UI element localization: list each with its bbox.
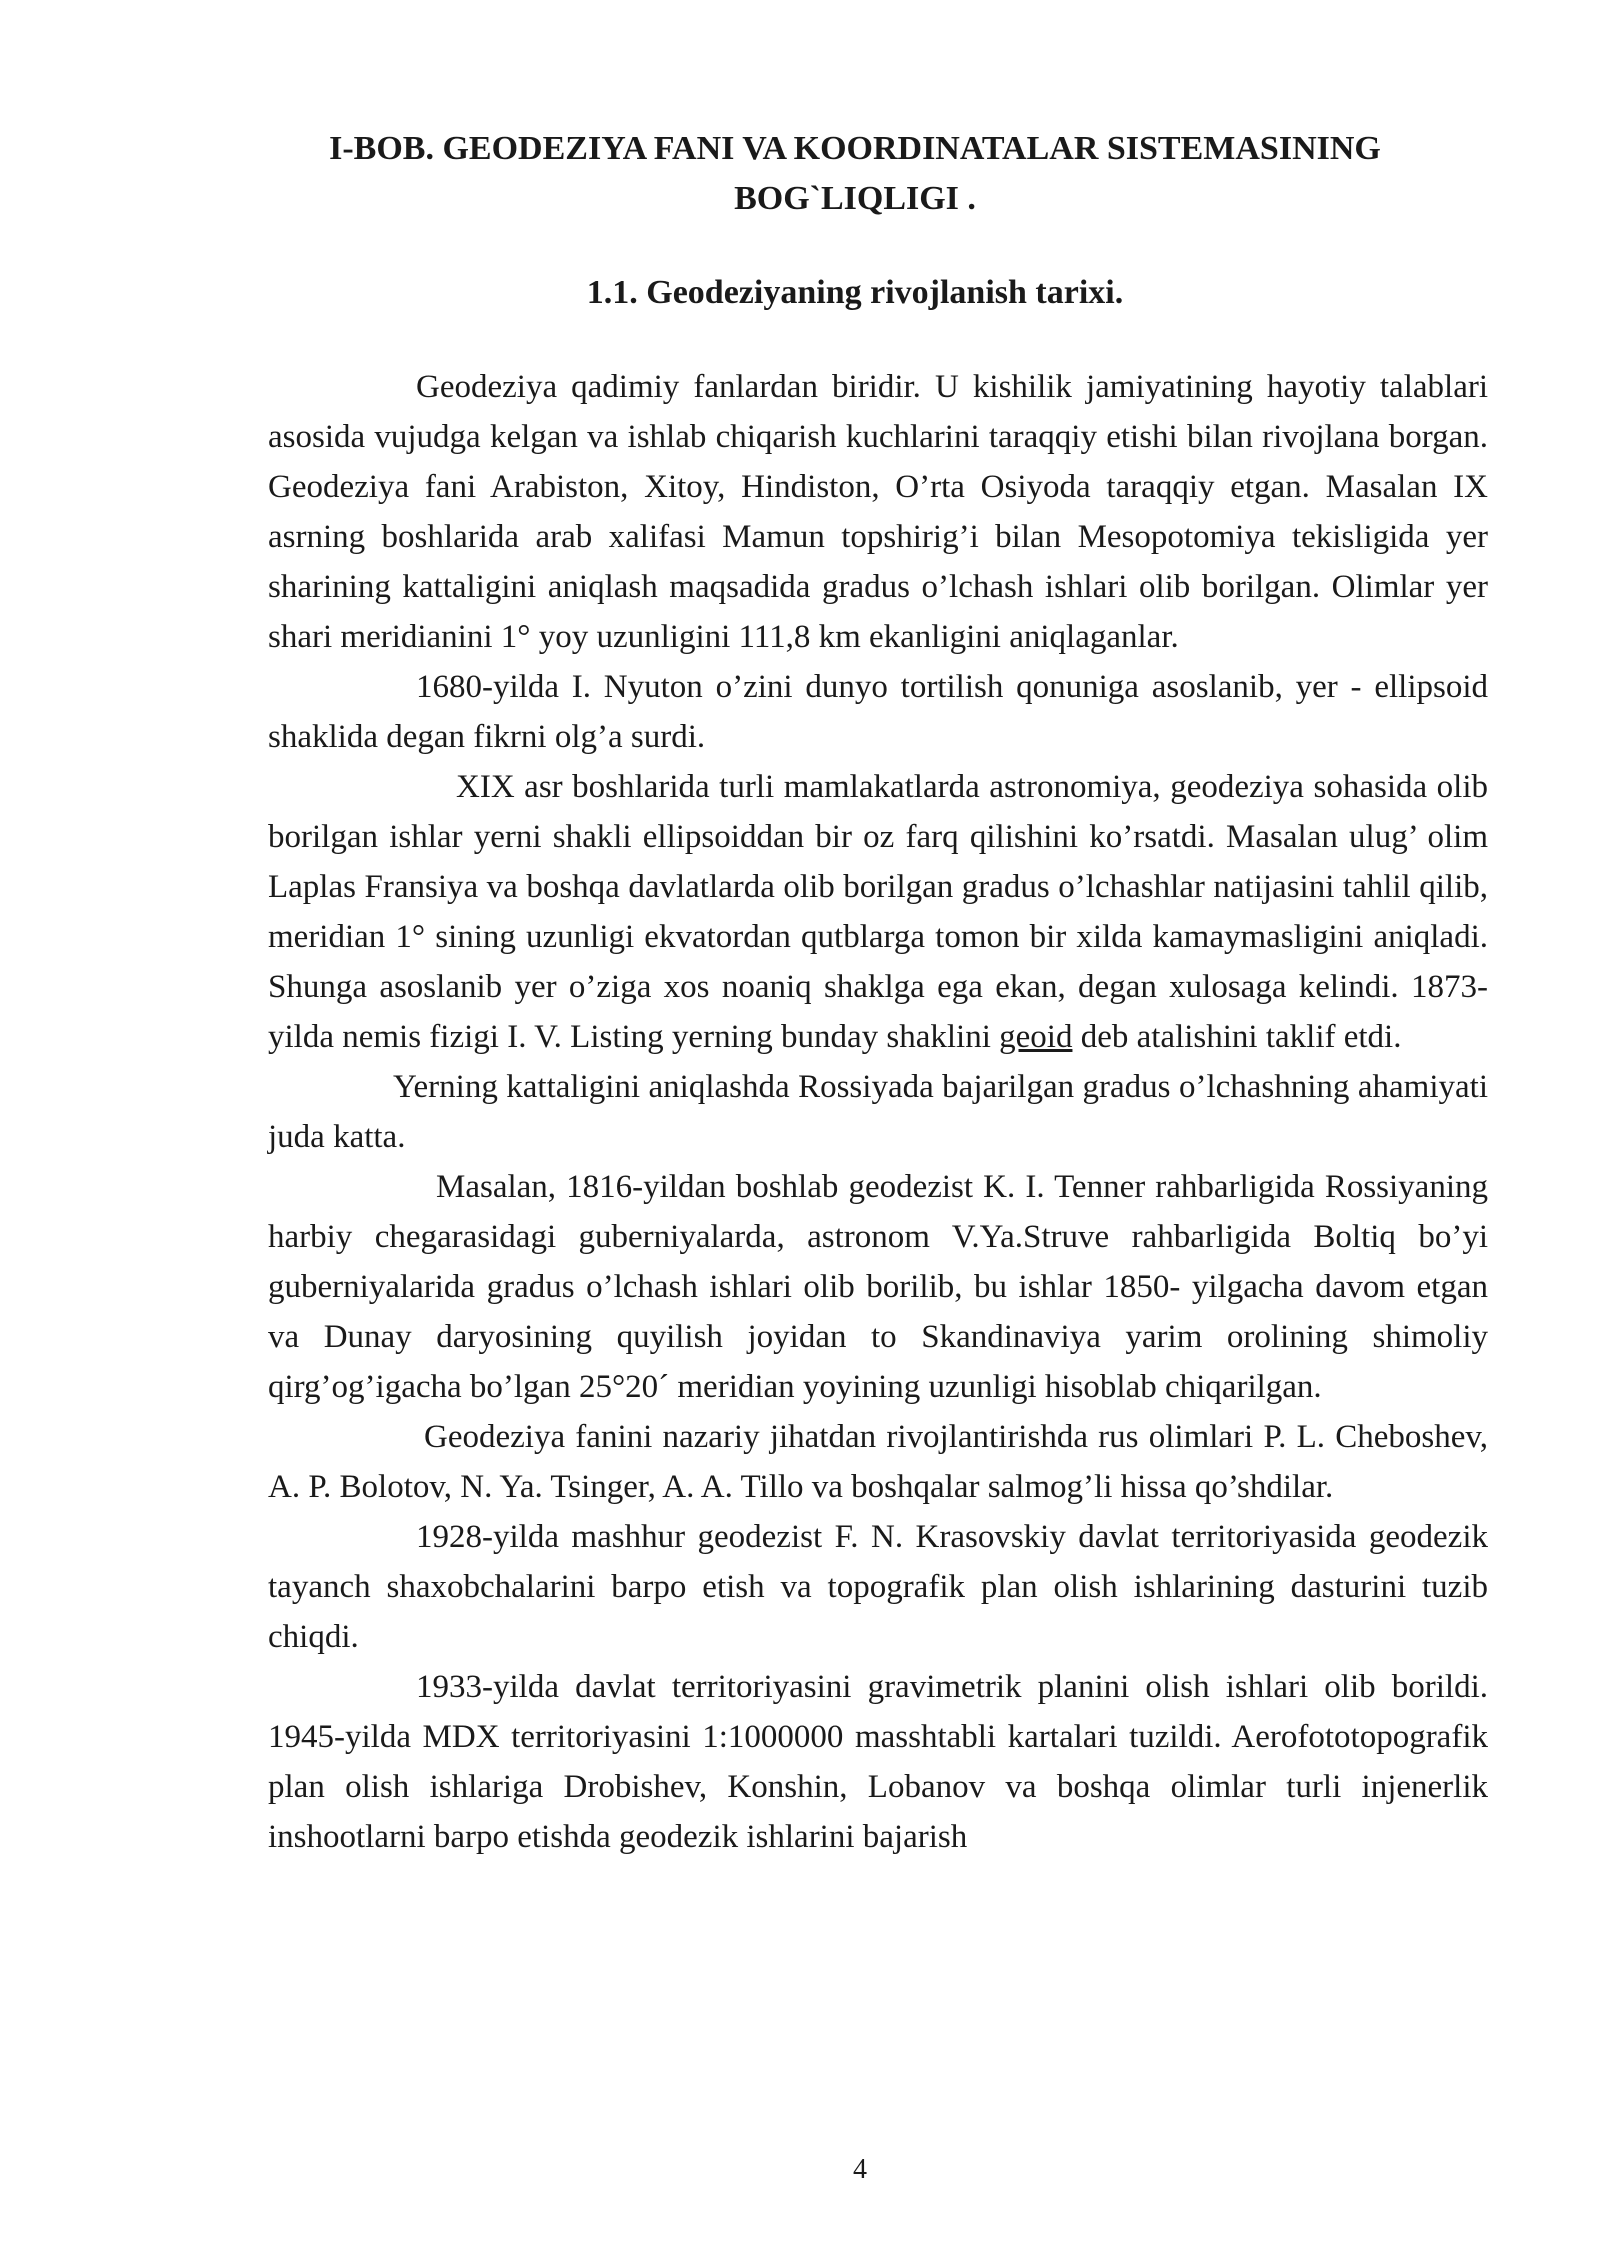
paragraph-3: [268, 762, 1488, 1062]
paragraph-8: 1933-yilda davlat territoriyasini gravimetrik planini olish ishlari olib borildi. 1945-yilda MDX territoriyasini 1:1000000 masshtabli kartalari tuzildi. Aerofototopografik plan olish ishlariga Drobishev, Konshin, Lobanov va boshqa olimlar turli injenerlik inshootlarni barpo etishda geodezik ishlarini bajarish: [268, 1669, 1488, 1855]
paragraph-3-text-end: deb atalishini taklif etdi.: [1080, 1019, 1402, 1055]
paragraph-5: Masalan, 1816-yildan boshlab geodezist K. I. Tenner rahbarligida Rossiyaning harbiy chegarasidagi guberniyalarda, astronom V.Ya.Struve rahbarligida Boltiq bo’yi guberniyalarida gradus o’lchash ishlari olib borilib, bu ishlar 1850- yilgacha davom etgan va Dunay daryosining quyilish joyidan to Skandinaviya yarim orolining shimoliy qirg’og’igacha bo’lgan 25°20´ meridian yoyining uzunligi hisoblab chiqarilgan.: [268, 1169, 1488, 1405]
paragraph-1: Geodeziya qadimiy fanlardan biridir. U kishilik jamiyatining hayotiy talablari asosida vujudga kelgan va ishlab chiqarish kuchlarini taraqqiy etishi bilan rivojlana borgan. Geodeziya fani Arabiston, Xitoy, Hindiston, O’rta Osiyoda taraqqiy etgan. Masalan IX asrning boshlarida arab xalifasi Mamun topshirig’i bilan Mesopotomiya tekisligida yer sharining kattaligini aniqlash maqsadida gradus o’lchash ishlari olib borilgan. Olimlar yer shari meridianini 1° yoy uzunligini 111,8 km ekanligini aniqlaganlar.: [268, 369, 1488, 655]
paragraph-4: Yerning kattaligini aniqlashda Rossiyada bajarilgan gradus o’lchashning ahamiyati juda katta.: [268, 1069, 1488, 1155]
section-title: 1.1. Geodeziyaning rivojlanish tarixi.: [586, 274, 1124, 311]
page-number: 4: [853, 2154, 867, 2185]
paragraph-3-text-start: XIX asr boshlarida turli mamlakatlarda astronomiya, geodeziya sohasida olib borilgan ishlar yerni shakli ellipsoiddan bir oz farq qilishini ko’rsatdi. Masalan ulug’ olim Laplas Fransiya va boshqa davlatlarda olib borilgan gradus o’lchashlar natijasini tahlil qilib, meridian 1° sining uzunligi ekvatordan qutblarga tomon bir xilda kamaymasligini aniqladi. Shunga asoslanib yer o’ziga xos noaniq shaklga ega ekan, degan xulosaga kelindi. 1873-yilda nemis fizigi I. V. Listing yerning bunday shaklini: [268, 769, 1488, 1055]
paragraph-6: Geodeziya fanini nazariy jihatdan rivojlantirishda rus olimlari P. L. Cheboshev, A. P. Bolotov, N. Ya. Tsinger, A. A. Tillo va boshqalar salmog’li hissa qo’shdilar.: [268, 1419, 1488, 1505]
paragraph-2: 1680-yilda I. Nyuton o’zini dunyo tortilish qonuniga asoslanib, yer - ellipsoid shaklida degan fikrni olg’a surdi.: [268, 669, 1488, 755]
chapter-title: I-BOB. GEODEZIYA FANI VA KOORDINATALAR SISTEMASINING BOG`LIQLIGI .: [329, 130, 1381, 217]
body-text: [268, 362, 1488, 1862]
paragraph-7: 1928-yilda mashhur geodezist F. N. Krasovskiy davlat territoriyasida geodezik tayanch shaxobchalarini barpo etish va topografik plan olish ishlarining dasturini tuzib chiqdi.: [268, 1519, 1488, 1655]
geoid-term: geoid: [999, 1019, 1073, 1055]
